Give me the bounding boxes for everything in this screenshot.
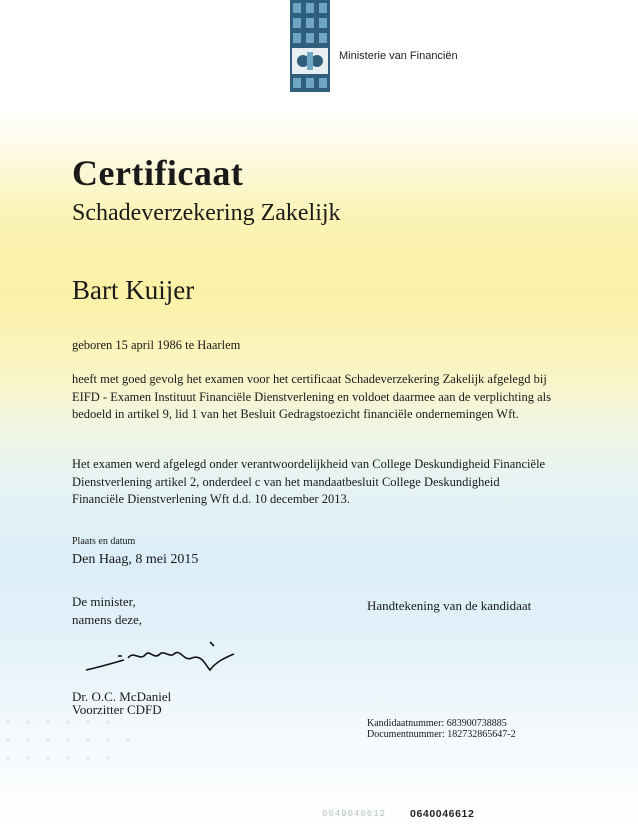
on-behalf-line: namens deze, [72, 612, 143, 627]
signer-name: Dr. O.C. McDaniel [72, 689, 172, 704]
candidate-signature-label: Handtekening van de kandidaat [367, 598, 532, 613]
faded-serial-number: 0640046612 [322, 809, 387, 819]
exam-statement-paragraph: heeft met goed gevolg het examen voor het certificaat Schadeverzekering Zakelijk afgelegd bij EIFD - Examen Instituut Financiële Dienstverlening en voldoet daarmee aan de verplichting als bedoeld in artikel 9, lid 1 van het Besluit Gedragstoezicht financiële ondernemingen Wft. [72, 372, 552, 421]
handwritten-signature-icon [84, 632, 244, 680]
candidate-number: Kandidaatnummer: 683900738885 [367, 718, 507, 729]
birth-info: geboren 15 april 1986 te Haarlem [72, 338, 241, 352]
place-date-label: Plaats en datum [72, 536, 136, 547]
ministry-emblem-icon [290, 0, 330, 92]
responsibility-paragraph: Het examen werd afgelegd onder verantwoordelijkheid van College Deskundigheid Financiële Dienstverlening artikel 2, onderdeel c van het mandaatbesluit College Deskundigheid Financiële Dienstverlening Wft d.d. 10 december 2013. [72, 457, 546, 506]
place-date-value: Den Haag, 8 mei 2015 [72, 552, 199, 567]
certificate-subtitle: Schadeverzekering Zakelijk [72, 200, 341, 226]
certificate-title: Certificaat [72, 153, 244, 193]
minister-line: De minister, [72, 594, 136, 609]
document-number: Documentnummer: 182732865647-2 [367, 729, 516, 740]
candidate-name: Bart Kuijer [72, 275, 195, 305]
minister-block [72, 593, 142, 629]
serial-number: 0640046612 [410, 808, 475, 820]
signer-role: Voorzitter CDFD [72, 702, 162, 717]
ministry-name: Ministerie van Financiën [339, 50, 458, 62]
identifier-block [367, 718, 516, 740]
security-dot-pattern [0, 712, 180, 772]
